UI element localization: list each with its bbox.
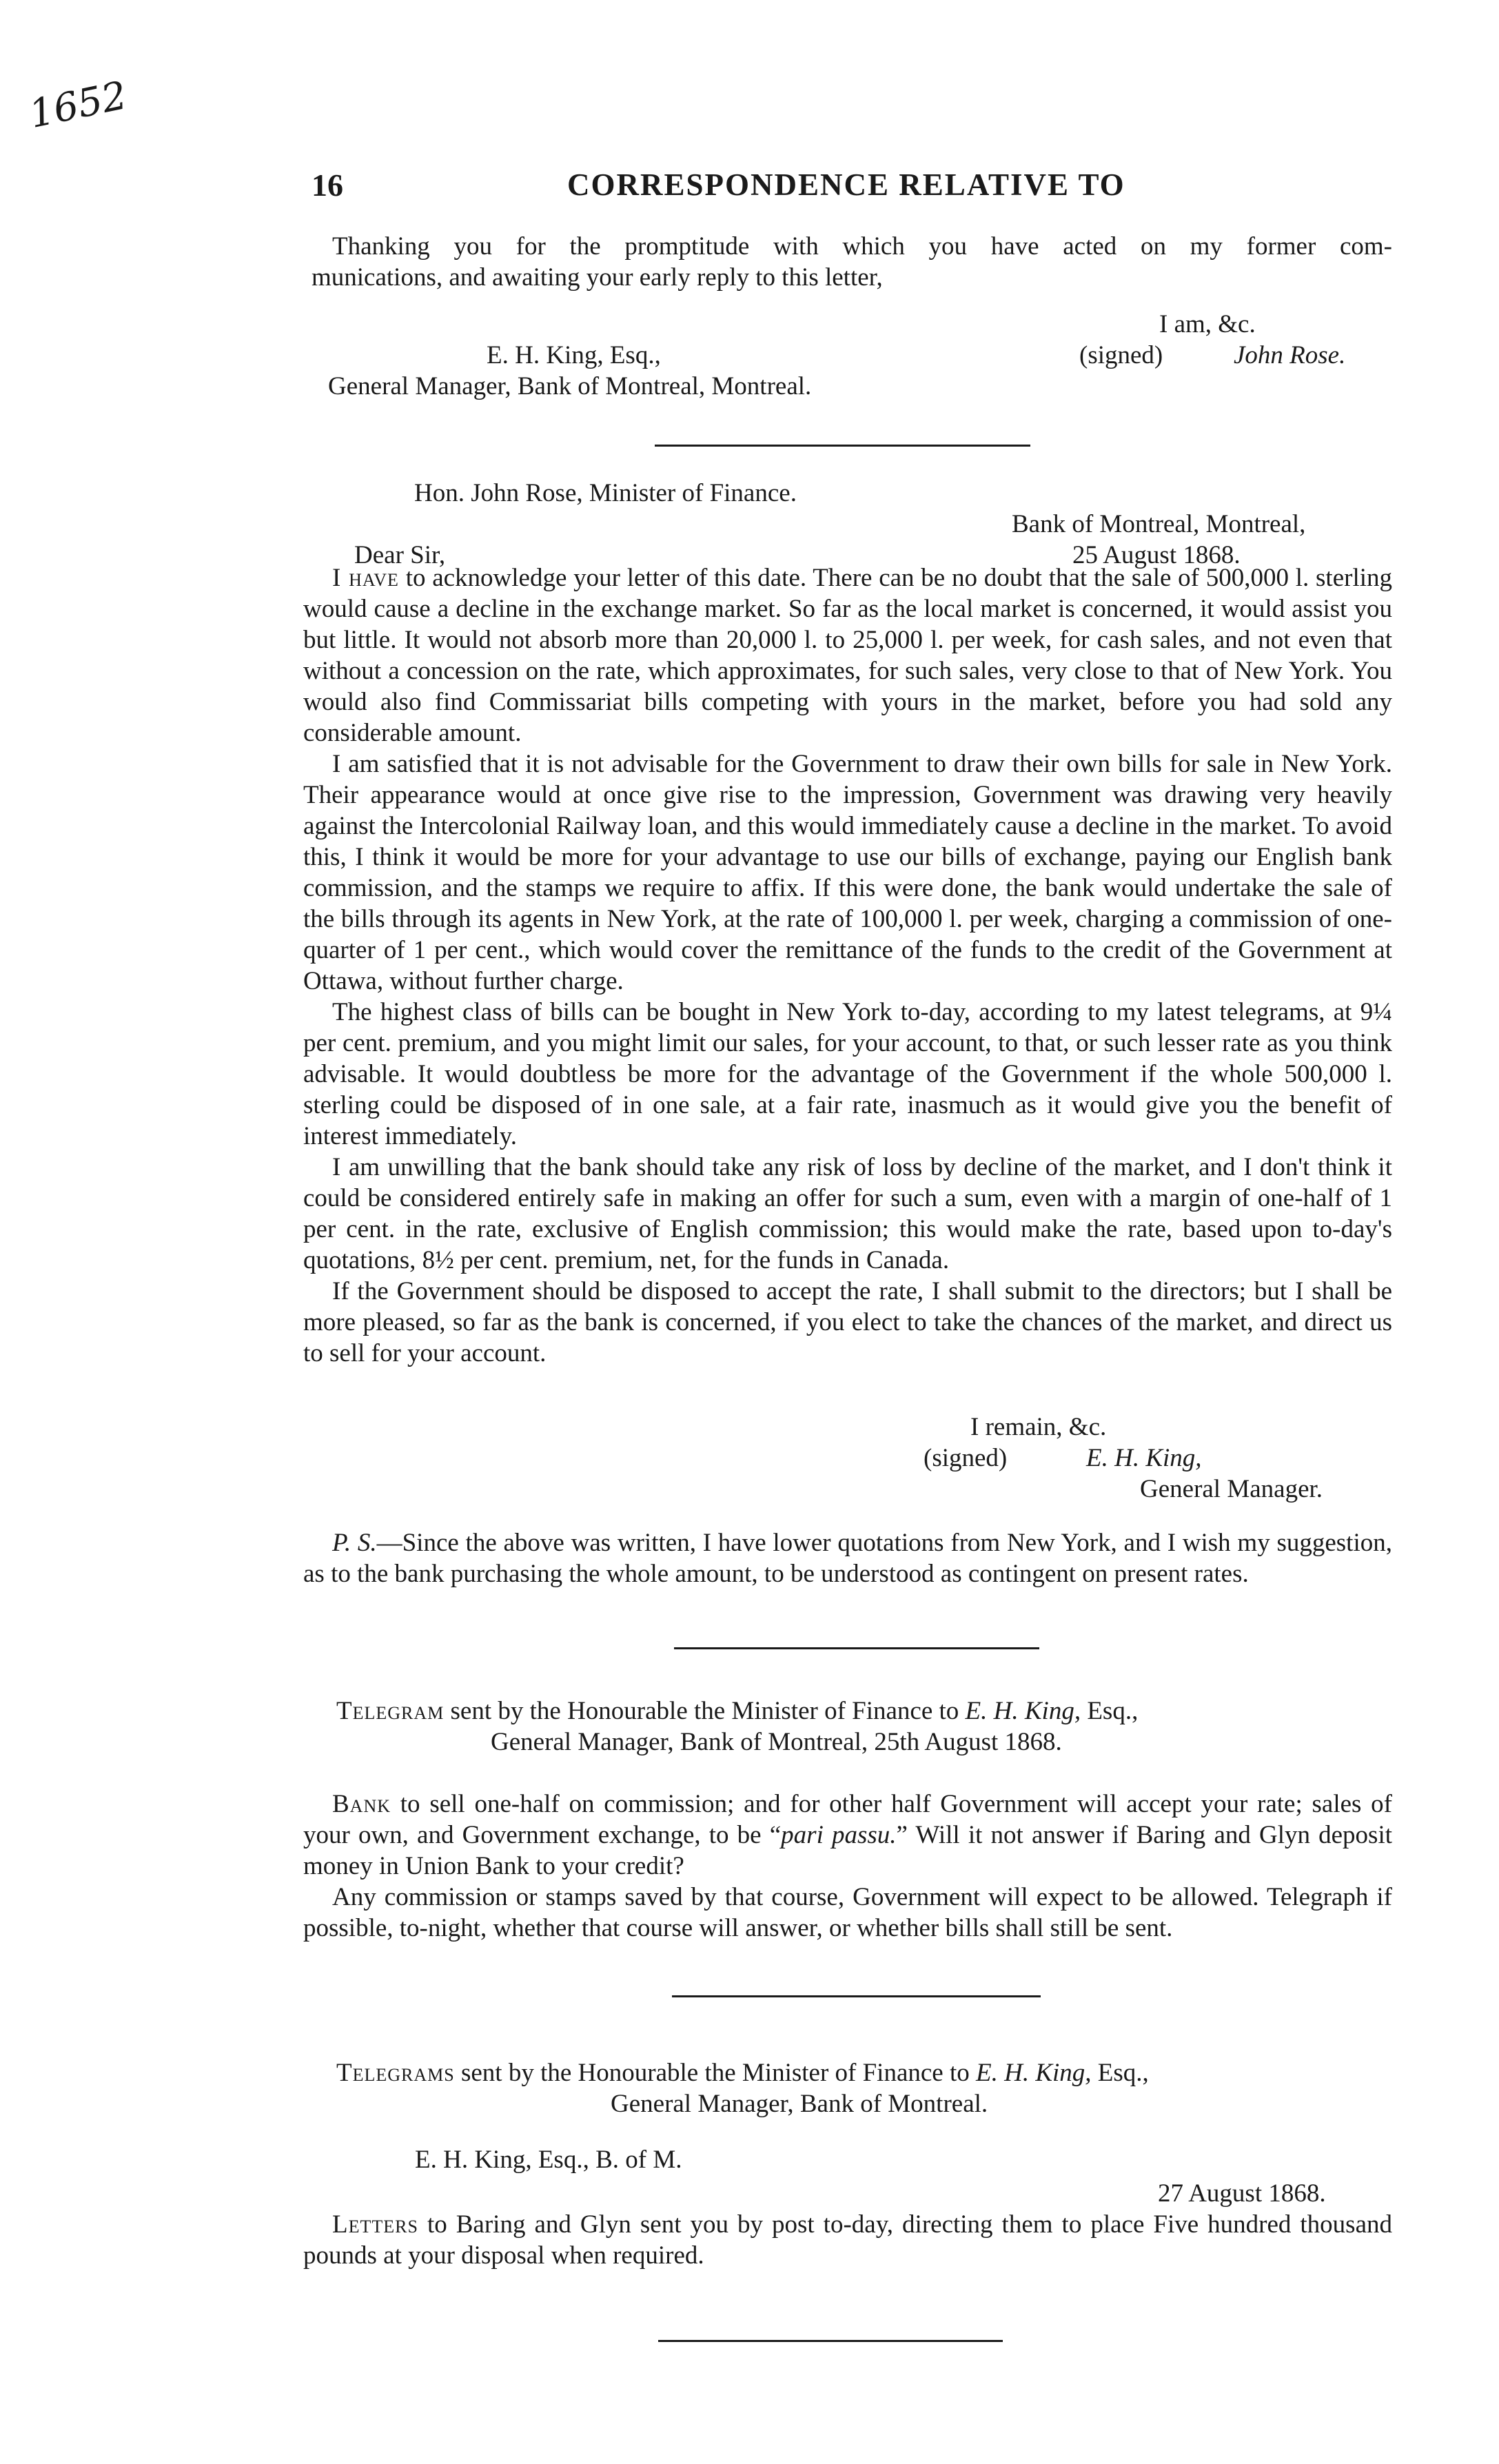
king-letter-paragraph-2: I am satisfied that it is not advisable for the Government to draw their own bills for sale in New York. Their appearance would at once give rise to the impression, Government was drawing very heavily against the Intercolonial Railway loan, and this would immediately cause a decline in the market. To avoid this, I think it would be more for your advantage to use our bills of exchange, paying our English bank commission, and the stamps we require to affix. If this were done, the bank would undertake the sale of the bills through its agents in New York, at the rate of 100,000 l. per week, charging a commission of one-quarter of 1 per cent., which would cover the remittance of the funds to the credit of the Government at Ottawa, without further charge. [303,750,1392,995]
king-letter-signature: E. H. King, [1086,1444,1202,1472]
king-letter-recipient: Hon. John Rose, Minister of Finance. [414,479,797,507]
king-letter-body [303,562,1392,1369]
telegram-2-date: 27 August 1868. [1158,2179,1326,2208]
rose-letter-addressee: E. H. King, Esq., [487,341,661,369]
king-letter-date: 25 August 1868. [1072,541,1241,569]
rose-letter-closing: I am, &c. [1159,310,1256,338]
page-number: 16 [312,167,343,203]
king-letter-salutation: Dear Sir, [354,541,446,569]
rose-letter-signed: (signed) [1079,341,1163,369]
rose-letter-signature: John Rose. [1234,341,1346,369]
running-head: CORRESPONDENCE RELATIVE TO [567,167,1125,202]
telegram-1-heading-line-2: General Manager, Bank of Montreal, 25th August 1868. [491,1728,1062,1756]
telegram-1-paragraph-2: Any commission or stamps saved by that course, Government will expect to be allowed. Telegraph if possible, to-night, whether that course will answer, or whether bills shall still be sent. [303,1883,1392,1942]
telegram-1-paragraph-1: Bank to sell one-half on commission; and for other half Government will accept your rate; sales of your own, and Government exchange, to be “pari passu.” Will it not answer if Baring and Glyn deposit money in Union Bank to your credit? [303,1790,1393,1880]
king-letter-signature-title: General Manager. [1140,1475,1323,1503]
section-divider [655,445,1030,447]
section-divider [674,1647,1039,1649]
king-letter-place: Bank of Montreal, Montreal, [1012,510,1306,538]
telegram-2-heading: Telegrams sent by the Honourable the Minister of Finance to E. H. King, Esq., [336,2059,1149,2087]
section-divider [658,2340,1003,2342]
king-letter-paragraph-4: I am unwilling that the bank should take any risk of loss by decline of the market, and I don't think it could be considered entirely safe in making an offer for such a sum, even with a margin of one-half of 1 per cent. in the rate, exclusive of English commission; this would make the rate, based upon to-day's quotations, 8½ per cent. premium, net, for the funds in Canada. [303,1153,1392,1274]
handwritten-margin-note: 1652 [25,72,131,138]
king-letter-paragraph-1: I have to acknowledge your letter of this date. There can be no doubt that the sale of 500,000 l. sterling would cause a decline in the exchange market. So far as the local market is concerned, it would assist you but little. It would not absorb more than 20,000 l. to 25,000 l. per week, for cash sales, and not even that without a concession on the rate, which approximates, for such sales, very close to that of New York. You would also find Commissariat bills competing with yours in the market, before you had sold any considerable amount. [303,564,1393,747]
telegram-2-heading-line-2: General Manager, Bank of Montreal. [611,2090,988,2118]
section-divider [672,1995,1041,1997]
king-letter-postscript: P. S.—Since the above was written, I have lower quotations from New York, and I wish my suggestion, as to the bank purchasing the whole amount, to be understood as contingent on present rates. [303,1529,1392,1588]
king-letter-closing: I remain, &c. [970,1413,1107,1441]
rose-letter-line-2: munications, and awaiting your early reply to this letter, [312,263,883,292]
telegram-2-recipient: E. H. King, Esq., B. of M. [415,2146,682,2174]
rose-letter-line-1: Thanking you for the promptitude with which you have acted on my former com- [332,232,1392,261]
telegram-2-paragraph-1: Letters to Baring and Glyn sent you by post to-day, directing them to place Five hundred thousand pounds at your disposal when required. [303,2210,1393,2270]
king-letter-paragraph-3: The highest class of bills can be bought in New York to-day, according to my latest telegrams, at 9¼ per cent. premium, and you might limit our sales, for your account, to that, or such lesser rate as you think advisable. It would doubtless be more for the advantage of the Government if the whole 500,000 l. sterling could be disposed of in one sale, at a fair rate, inasmuch as it would give you the benefit of interest immediately. [303,998,1392,1150]
rose-letter-addressee-title: General Manager, Bank of Montreal, Montreal. [328,372,812,400]
king-letter-paragraph-5: If the Government should be disposed to accept the rate, I shall submit to the directors; but I shall be more pleased, so far as the bank is concerned, if you elect to take the chances of the market, and direct us to sell for your account. [303,1277,1392,1367]
telegram-1-body [303,1789,1392,1944]
telegram-1-heading: Telegram sent by the Honourable the Minister of Finance to E. H. King, Esq., [336,1697,1139,1725]
king-letter-signed: (signed) [924,1444,1008,1472]
